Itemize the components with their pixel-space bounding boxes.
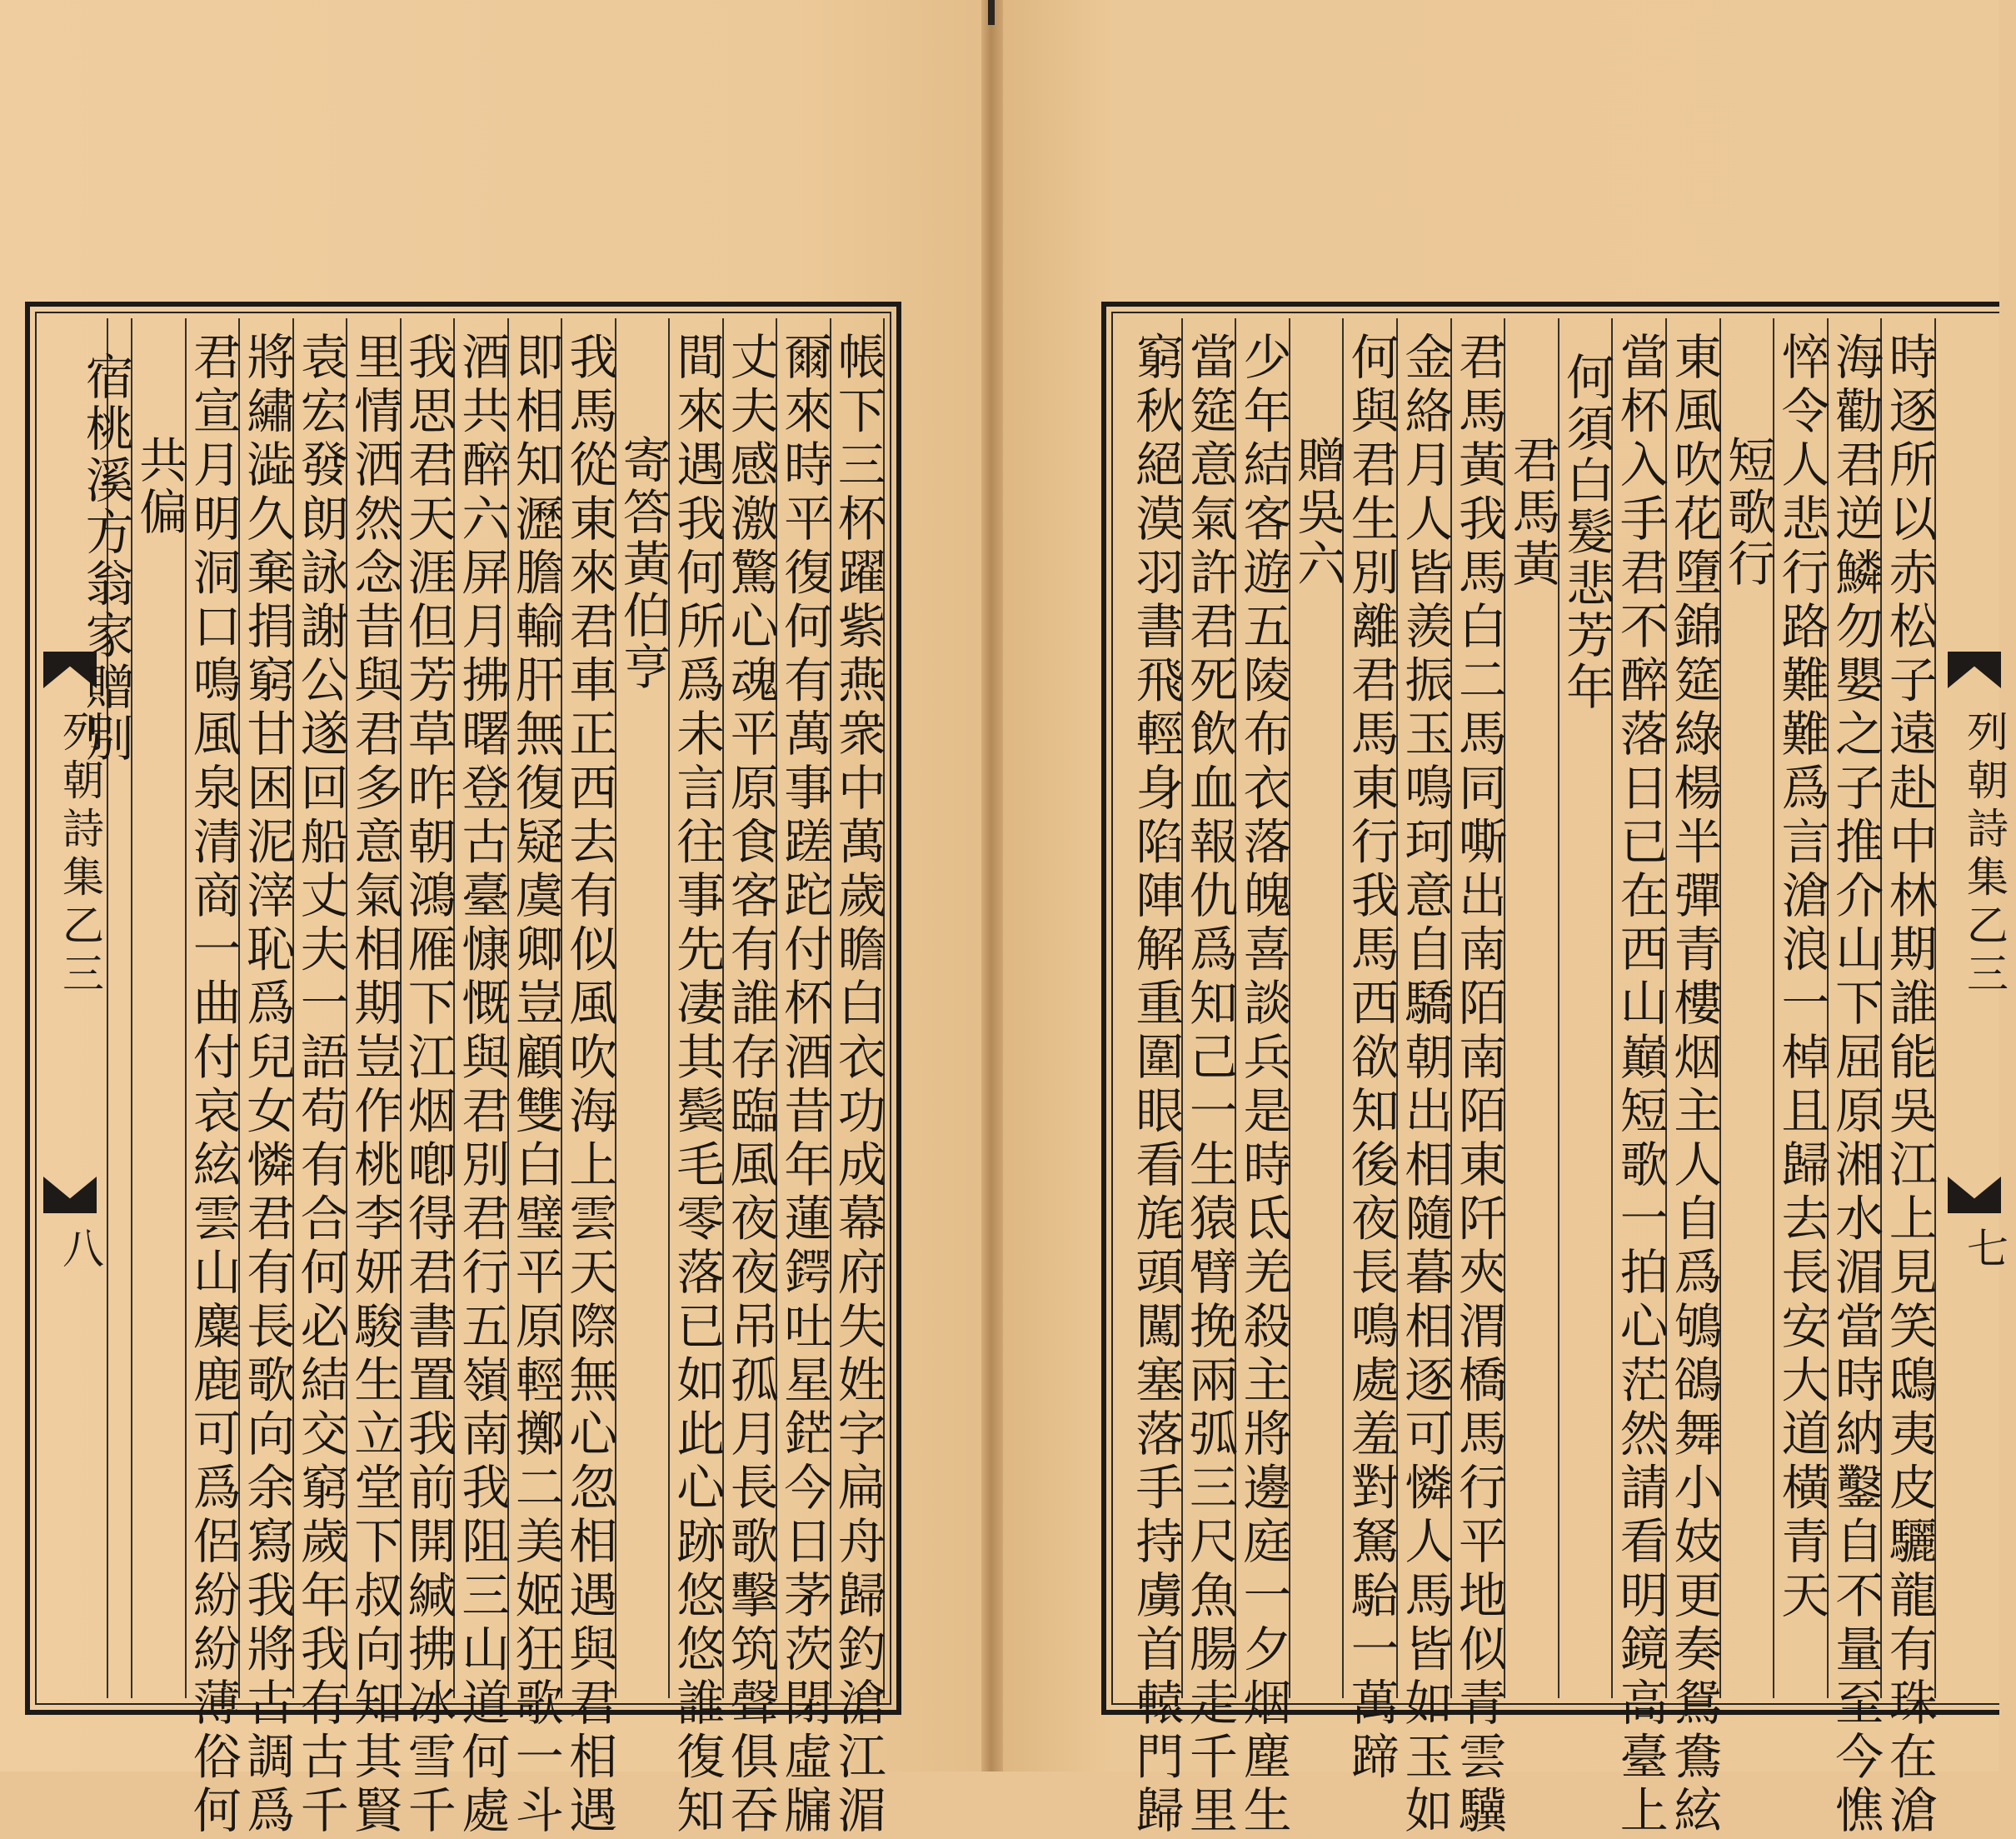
text-column [1559, 318, 1614, 1698]
text-column [668, 318, 726, 1839]
text-column [453, 318, 511, 1839]
banxin-title: 列朝詩集乙三 [56, 710, 104, 1000]
column-text: 當筵意氣許君死飲血報仇爲知己一生猿臂挽兩弧三尺魚腸走千里 [1180, 332, 1238, 1839]
column-text: 金絡月人皆羨振玉鳴珂意自驕朝出相隨暮相逐可憐人馬皆如玉如 [1396, 332, 1454, 1839]
column-text: 海勸君逆鱗勿嬰之子推介山下屈原湘水湄當時納鑿自不量至今憔 [1827, 332, 1884, 1839]
column-text: 悴令人悲行路難難爲言滄浪一棹且歸去長安大道橫青天 [1773, 332, 1830, 1624]
column-text: 帳下三杯躍紫燕衆中萬歲瞻白衣功成幕府失姓字扁舟歸釣滄江湄 [829, 332, 886, 1839]
text-column [721, 318, 779, 1839]
column-text: 共偏 [131, 435, 188, 538]
column-text: 當杯入手君不醉落日已在西山巔短歌一拍心茫然請看明鏡高臺上 [1611, 332, 1669, 1839]
column-text: 君馬黃我馬白二馬同嘶出南陌南陌東阡夾渭橋馬行平地似青雲驥 [1450, 332, 1507, 1839]
text-column [1127, 318, 1185, 1839]
text-column [1450, 318, 1507, 1839]
column-text: 何須白髮悲芳年 [1558, 352, 1615, 713]
column-text: 袁宏發朗詠謝公遂回船丈夫一語苟有合何必結交窮歲年我有古千 [292, 332, 349, 1839]
banxin-leaf-number: 七 [1960, 1227, 2009, 1275]
text-column [184, 318, 242, 1839]
text-column [616, 318, 671, 1698]
text-column [1665, 318, 1723, 1839]
column-text: 君宣月明洞口鳴風泉清商一曲付哀絃雲山麋鹿可爲侶紛紛薄俗何 [184, 332, 242, 1839]
column-text: 即相知瀝膽輸肝無復疑虞卿豈顧雙白璧平原輕擲二美姬狂歌一斗 [506, 332, 564, 1839]
column-text: 間來遇我何所爲未言往事先凄其鬓毛零落已如此心跡悠悠誰復知 [668, 332, 726, 1839]
column-text: 里情洒然念昔與君多意氣相期豈作桃李妍駿生立堂下叔向知其賢 [346, 332, 403, 1839]
column-text: 爾來時平復何有萬事蹉跎付杯酒昔年蓮鍔吐星鋩今日茅茨閉虛牖 [776, 332, 833, 1839]
text-column [1880, 318, 1938, 1839]
text-column [1290, 318, 1345, 1698]
column-text: 將繡澁久棄捐窮甘困泥滓恥爲兒女憐君有長歌向余寫我將古調爲 [238, 332, 296, 1839]
fishtail-mark-lower [1948, 1177, 2001, 1213]
text-column [1611, 318, 1669, 1839]
banxin-leaf-number: 八 [56, 1227, 104, 1275]
right-banxin [1934, 318, 2016, 1698]
column-text: 君馬黃 [1504, 435, 1561, 590]
text-column [829, 318, 886, 1839]
column-text: 短歌行 [1719, 435, 1776, 590]
banxin-title: 列朝詩集乙三 [1960, 710, 2009, 1000]
fishtail-mark-upper [1948, 652, 2001, 688]
column-text: 宿桃溪方翁家贈別 [77, 352, 134, 765]
column-text: 我思君天涯但芳草昨朝鴻雁下江烟喞得君書置我前開緘拂冰雪千 [399, 332, 457, 1839]
text-column [79, 318, 133, 1698]
text-column [292, 318, 349, 1839]
column-text: 何與君生別離君馬東行我馬西欲知後夜長鳴處羞對駑駘一萬蹄 [1342, 332, 1400, 1786]
text-column [1235, 318, 1292, 1839]
text-column [1342, 318, 1400, 1786]
text-column [506, 318, 564, 1839]
column-text: 寄答黃伯亨 [614, 435, 671, 693]
text-column [346, 318, 403, 1839]
left-text-frame [25, 302, 901, 1839]
column-text: 東風吹花墮錦筵綠楊半彈青樓烟主人自爲鴝鵒舞小妓更奏鴛鴦絃 [1665, 332, 1723, 1839]
text-column [1396, 318, 1454, 1839]
column-text: 酒共醉六屏月拂曙登古臺慷慨與君別君行五嶺南我阻三山道何處 [453, 332, 511, 1839]
text-column [1721, 318, 1775, 1698]
text-column [238, 318, 296, 1839]
text-column [776, 318, 833, 1839]
column-text: 時逐所以赤松子遠赴中林期誰能吳江上見笑鴟夷皮驪龍有珠在滄 [1880, 332, 1938, 1839]
right-text-frame [1101, 302, 2009, 1839]
column-text: 少年結客遊五陵布衣落魄喜談兵是時氐羌殺主將邊庭一夕烟塵生 [1235, 332, 1292, 1839]
text-column [132, 318, 187, 1698]
text-column [1180, 318, 1238, 1839]
text-column [1774, 318, 1829, 1698]
text-column [1505, 318, 1559, 1698]
text-column [399, 318, 457, 1839]
column-text: 窮秋絕漠羽書飛輕身陷陣解重圍眼看旄頭闖塞落手持虜首轅門歸 [1127, 332, 1185, 1839]
text-column [561, 318, 618, 1839]
column-text: 丈夫感激驚心魂平原食客有誰存臨風夜夜吊孤月長歌擊筑聲俱吞 [721, 332, 779, 1839]
book-gutter [981, 0, 1003, 1772]
text-column [1827, 318, 1884, 1839]
column-text: 贈吳六 [1289, 435, 1346, 590]
column-text: 我馬從東來君車正西去有似風吹海上雲天際無心忽相遇與君相遇 [561, 332, 618, 1839]
binding-thread [988, 0, 995, 25]
